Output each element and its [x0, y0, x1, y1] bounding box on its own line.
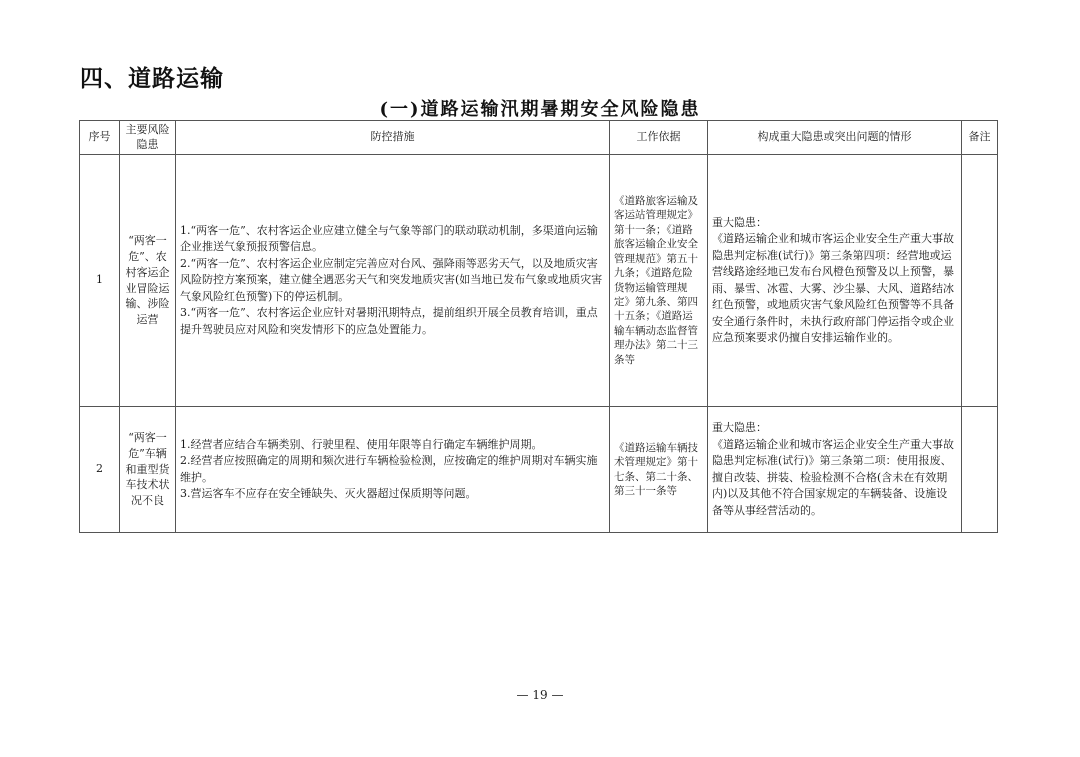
basis-cell: 《道路旅客运输及客运站管理规定》第十一条；《道路旅客运输企业安全管理规范》第五十九条；《道路危险货物运输管理规定》第九条、第四十五条；《道路运输车辆动态监督管理办法》第二十三条等 [610, 155, 708, 407]
header-no: 序号 [80, 121, 120, 155]
measure-item: 2.“两客一危”、农村客运企业应制定完善应对台风、强降雨等恶劣天气，以及地质灾害风险防控方案预案，建立健全遇恶劣天气和突发地质灾害(如当地已发布气象或地质灾害气象风险红色预警)下的停运机制。 [180, 256, 603, 303]
measure-item: 1.“两客一危”、农村客运企业应建立健全与气象等部门的联动联动机制，多渠道向运输企业推送气象预报预警信息。 [180, 223, 598, 254]
row-number: 1 [80, 155, 120, 407]
risk-cell: “两客一危”、农村客运企业冒险运输、涉险运营 [120, 155, 176, 407]
section-heading: 四、道路运输 [80, 66, 224, 92]
measure-item: 3.营运客车不应存在安全锤缺失、灭火器超过保质期等问题。 [180, 487, 477, 500]
table-row [80, 407, 998, 533]
row-number: 2 [80, 407, 120, 533]
header-measures: 防控措施 [176, 121, 610, 155]
criteria-label: 重大隐患： [712, 421, 767, 434]
note-cell [962, 155, 998, 407]
header-basis: 工作依据 [610, 121, 708, 155]
measure-item: 3.“两客一危”、农村客运企业应针对暑期汛期特点，提前组织开展全员教育培训，重点提升驾驶员应对风险和突发情形下的应急处置能力。 [180, 306, 598, 336]
criteria-text: 《道路运输企业和城市客运企业安全生产重大事故隐患判定标准(试行)》第三条第二项：使用报废、擅自改装、拼装、检验检测不合格(含未在有效期内)以及其他不符合国家规定的车辆装备、设施设备等从事经营活动的。 [712, 437, 954, 517]
note-cell [962, 407, 998, 533]
table-row [80, 155, 998, 407]
measures-cell [176, 407, 610, 533]
measures-cell [176, 155, 610, 407]
criteria-cell [708, 407, 962, 533]
criteria-label: 重大隐患： [712, 215, 767, 229]
basis-cell: 《道路运输车辆技术管理规定》第十七条、第二十条、第三十一条等 [610, 407, 708, 533]
risk-table [79, 120, 998, 533]
header-note: 备注 [962, 121, 998, 155]
header-risk: 主要风险隐患 [120, 121, 176, 155]
table-header-row [80, 121, 998, 155]
criteria-cell [708, 155, 962, 407]
header-criteria: 构成重大隐患或突出问题的情形 [708, 121, 962, 155]
measure-item: 2.经营者应按照确定的周期和频次进行车辆检验检测，应按确定的维护周期对车辆实施维护。 [180, 454, 598, 484]
criteria-text: 《道路运输企业和城市客运企业安全生产重大事故隐患判定标准(试行)》第三条第四项：经营地或运营线路途经地已发布台风橙色预警及以上预警，暴雨、暴雪、冰雹、大雾、沙尘暴、大风、道路结冰红色预警，或地质灾害气象风险红色预警等不具备安全通行条件时，未执行政府部门停运指令或企业应急预案要求仍擅自安排运输作业的。 [712, 232, 954, 344]
measure-item: 1.经营者应结合车辆类别、行驶里程、使用年限等自行确定车辆维护周期。 [180, 437, 543, 451]
risk-cell: “两客一危”车辆和重型货车技术状况不良 [120, 407, 176, 533]
table-title: (一)道路运输汛期暑期安全风险隐患 [379, 99, 701, 120]
page-number: — 19 — [516, 688, 564, 702]
